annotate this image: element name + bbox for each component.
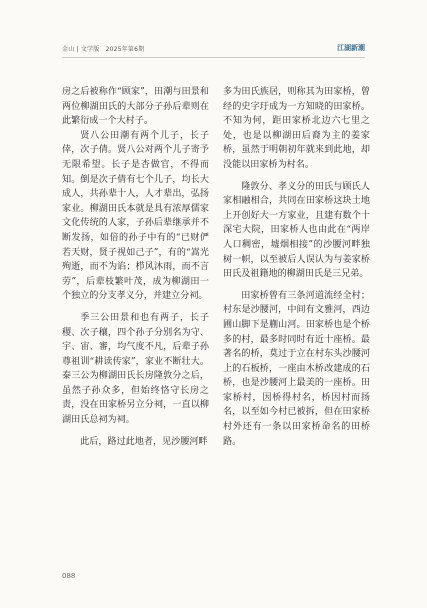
paragraph: 多为田氏族居，则称其为田家桥，曾经的史字玗成为一方知晓的田家桥。不知为何，距田家桥北边六七里之处，也是以柳湖田后裔为主的姜家桥，虽然于明朝初年就来到此地，却没能以田家桥为村名。 [223, 87, 370, 170]
paragraph: 隆敦分、孝义分的田氏与顾氏人家相融相合，共同在田家桥这块土地上开创好大一方家业，且建有数个十深宅大院，田家桥人也由此在“两岸人口稠密，墟烟相接”的沙腰河畔独树一帜，以至被后人误认为与姜家桥田氏及祖籍地的柳湖田氏是三兄弟。 [223, 181, 370, 280]
paragraph: 此后，路过此地者，见沙腰河畔 [80, 436, 208, 447]
paragraph: 贤八公田潮有两个儿子，长子倖，次子倩。贤八公对两个儿子寄予无限希望。长子是杏做官，不得而知。倒是次子倩有七个儿子，均长大成人，共孙辈十人，人才辈出，弘扬家业。柳湖田氏本就是具有浓厚儒家文化传统的人家，子孙后辈继承并不断发扬，如倍的孙子中有的“已财俨若天财，贤子视如己子”，有的“嵩光殉逝，而不为谄；栉风沐雨，而不言劳”，后辈枝繁叶茂，成为柳湖田一个独立的分支孝义分，并建立分祠。 [62, 130, 209, 302]
header-divider [62, 57, 365, 58]
page-number: 088 [62, 572, 76, 580]
page-header [0, 44, 427, 54]
journal-issue: 金山 | 文学版 2025年第6期 [62, 46, 145, 53]
section-name: 江湖新潮 [337, 44, 365, 52]
paragraph: 季三公田景和也有两子，长子稷、次子穰，四个孙子分别名为守、宇、宙、審，均气度不凡，后辈子孙尊祖训“耕读传家”，家业不断壮大。泰三公为柳湖田氏长房隆敦分之后，虽然子孙众多，但始终恪守长房之责，没在田家桥另立分祠，一直以柳湖田氏总祠为祠。 [62, 312, 209, 426]
right-text-column [223, 85, 370, 449]
left-text-column [62, 85, 209, 449]
paragraph: 房之后被称作“顾家”，田潮与田景和两位柳湖田氏的大部分子孙后辈则在此繁衍成一个大村子。 [62, 87, 209, 127]
paragraph: 田家桥曾有三条河道流经全村；村东是沙腰河，中间有文雅河，西边圃山脚下是蒯山河。田家桥也是个桥多的村，最多时同时有近十座桥。最著名的桥，莫过于立在村东头沙腰河上的石板桥，一座由木桥改建成的石桥，也是沙腰河上最美的一座桥。田家桥村，因桥得村名，桥因村而扬名，以至如今村已被拆，但在田家桥村外还有一条以田家桥命名的田桥路。 [223, 290, 370, 447]
